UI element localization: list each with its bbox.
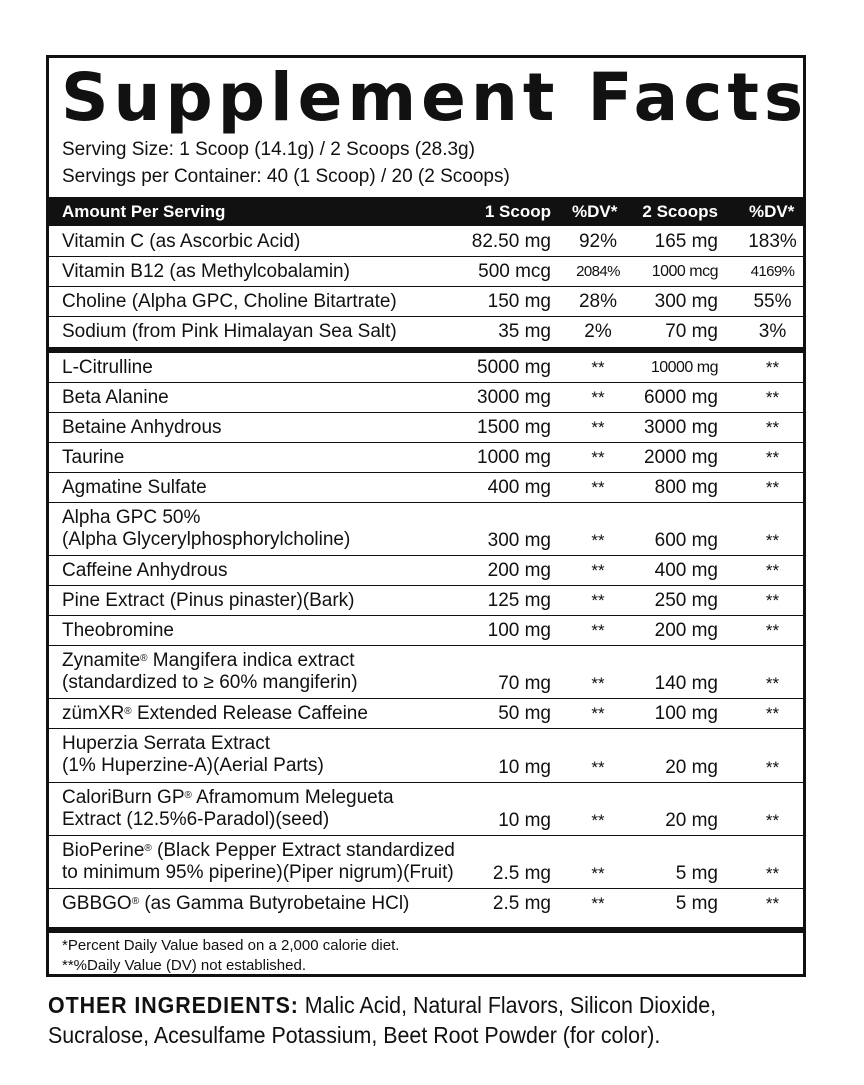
dv-two-scoops: 3% — [758, 321, 787, 342]
table-row — [49, 729, 803, 782]
table-row — [49, 646, 803, 699]
amount-two-scoops: 250 mg — [654, 590, 718, 612]
nutrient-name: Zynamite® Mangifera indica extract (standardized to ≥ 60% mangiferin) — [62, 650, 358, 694]
table-row — [49, 383, 803, 413]
dv-one-scoop: ** — [591, 418, 605, 437]
footer-divider — [49, 927, 803, 933]
nutrient-name: Pine Extract (Pinus pinaster)(Bark) — [62, 590, 355, 612]
dv-two-scoops: ** — [765, 531, 780, 551]
dv-one-scoop: 28% — [578, 291, 618, 312]
dv-one-scoop: ** — [591, 531, 605, 551]
amount-two-scoops: 300 mg — [654, 291, 718, 312]
serving-size: Serving Size: 1 Scoop (14.1g) / 2 Scoops (28.3g) — [62, 139, 475, 160]
dv-two-scoops: ** — [765, 893, 780, 913]
dv-one-scoop: ** — [591, 448, 605, 467]
amount-one-scoop: 5000 mg — [477, 357, 551, 378]
panel-title: Supplement Facts — [61, 59, 809, 136]
dv-one-scoop: ** — [591, 893, 605, 913]
amount-one-scoop: 500 mcg — [478, 261, 551, 282]
amount-one-scoop: 50 mg — [498, 703, 551, 725]
nutrient-name: Agmatine Sulfate — [62, 477, 207, 498]
vitamin-rows — [49, 227, 803, 347]
amount-one-scoop: 100 mg — [487, 620, 551, 642]
amount-one-scoop: 3000 mg — [477, 387, 551, 408]
amount-two-scoops: 10000 mg — [650, 359, 718, 376]
table-row — [49, 783, 803, 836]
dv-two-scoops: 55% — [753, 291, 792, 312]
dv-two-scoops: ** — [765, 810, 780, 830]
header-one-scoop: 1 Scoop — [484, 202, 551, 221]
dv-one-scoop: ** — [591, 863, 605, 883]
amount-one-scoop: 70 mg — [498, 673, 551, 695]
table-row — [49, 503, 803, 556]
supplement-facts-panel — [46, 55, 809, 977]
footnote-daily-value: *Percent Daily Value based on a 2,000 calorie diet. — [62, 937, 400, 954]
dv-one-scoop: ** — [591, 358, 605, 377]
table-row — [49, 616, 803, 646]
dv-two-scoops: ** — [765, 757, 780, 777]
nutrient-name: Sodium (from Pink Himalayan Sea Salt) — [62, 321, 397, 342]
amount-one-scoop: 1000 mg — [477, 447, 551, 468]
dv-one-scoop: ** — [591, 591, 605, 611]
dv-one-scoop: ** — [591, 388, 605, 407]
amount-two-scoops: 20 mg — [665, 756, 718, 778]
dv-two-scoops: ** — [765, 418, 780, 437]
table-row — [49, 556, 803, 586]
table-row — [49, 443, 803, 473]
nutrient-name: Alpha GPC 50% (Alpha Glycerylphosphorylcholine) — [62, 507, 351, 550]
nutrient-name: Caffeine Anhydrous — [62, 560, 228, 582]
amount-two-scoops: 5 mg — [675, 862, 718, 884]
dv-one-scoop: ** — [591, 621, 605, 641]
amount-two-scoops: 600 mg — [654, 530, 718, 552]
dv-one-scoop: 2084% — [576, 263, 620, 280]
dv-one-scoop: ** — [591, 674, 605, 694]
amount-one-scoop: 125 mg — [487, 590, 551, 612]
header-dv-one-scoop: %DV* — [572, 202, 618, 221]
dv-two-scoops: ** — [765, 591, 780, 611]
header-two-scoops: 2 Scoops — [642, 202, 718, 221]
nutrient-name: Taurine — [62, 447, 125, 468]
nutrient-name: Huperzia Serrata Extract (1% Huperzine-A)(Aerial Parts) — [62, 733, 324, 777]
amount-one-scoop: 10 mg — [498, 809, 551, 831]
amount-one-scoop: 200 mg — [487, 560, 551, 582]
table-row — [49, 473, 803, 503]
amount-one-scoop: 150 mg — [487, 291, 551, 312]
table-row — [49, 889, 803, 919]
dv-two-scoops: ** — [765, 561, 780, 581]
table-header — [49, 197, 803, 226]
nutrient-name: Choline (Alpha GPC, Choline Bitartrate) — [62, 291, 397, 312]
ingredient-rows — [49, 353, 803, 919]
amount-two-scoops: 140 mg — [654, 673, 718, 695]
other-ingredients-label: OTHER INGREDIENTS: — [48, 992, 299, 1018]
amount-two-scoops: 3000 mg — [644, 417, 718, 438]
amount-one-scoop: 2.5 mg — [492, 862, 551, 884]
nutrient-name: Vitamin B12 (as Methylcobalamin) — [62, 261, 350, 282]
table-row — [49, 699, 803, 729]
dv-two-scoops: ** — [765, 448, 780, 467]
amount-two-scoops: 6000 mg — [644, 387, 718, 408]
amount-two-scoops: 1000 mcg — [651, 263, 718, 280]
dv-two-scoops: 4169% — [750, 263, 795, 280]
amount-one-scoop: 400 mg — [487, 477, 551, 498]
amount-two-scoops: 100 mg — [654, 703, 718, 725]
table-row — [49, 287, 803, 317]
dv-two-scoops: ** — [765, 674, 780, 694]
header-amount-per-serving: Amount Per Serving — [62, 202, 226, 221]
nutrient-name: GBBGO® (as Gamma Butyrobetaine HCl) — [62, 892, 410, 914]
amount-two-scoops: 200 mg — [654, 620, 718, 642]
dv-two-scoops: ** — [765, 358, 780, 377]
table-row — [49, 586, 803, 616]
table-row — [49, 836, 803, 889]
dv-one-scoop: 2% — [584, 321, 612, 342]
table-row — [49, 257, 803, 287]
dv-one-scoop: ** — [591, 704, 605, 724]
footnote-not-established: **%Daily Value (DV) not established. — [62, 957, 307, 974]
amount-two-scoops: 800 mg — [654, 477, 718, 498]
table-row — [49, 317, 803, 347]
nutrient-name: CaloriBurn GP® Aframomum Melegueta Extract (12.5%6-Paradol)(seed) — [62, 786, 394, 830]
amount-one-scoop: 10 mg — [498, 756, 551, 778]
amount-two-scoops: 165 mg — [654, 231, 718, 252]
dv-two-scoops: ** — [765, 478, 780, 497]
dv-two-scoops: ** — [765, 704, 780, 724]
amount-one-scoop: 82.50 mg — [471, 231, 551, 252]
nutrient-name: zümXR® Extended Release Caffeine — [62, 703, 368, 725]
dv-one-scoop: ** — [591, 810, 605, 830]
nutrient-name: Beta Alanine — [62, 387, 169, 408]
amount-two-scoops: 400 mg — [654, 560, 718, 582]
other-ingredients-text: Malic Acid, Natural Flavors, Silicon Dioxide, Sucralose, Acesulfame Potassium, Beet Root Powder (for color). — [48, 992, 717, 1048]
table-row — [49, 227, 803, 257]
other-ingredients — [48, 990, 792, 1050]
dv-one-scoop: ** — [591, 561, 605, 581]
nutrient-name: BioPerine® (Black Pepper Extract standardized to minimum 95% piperine)(Piper nigrum)(Fruit) — [62, 839, 455, 883]
amount-two-scoops: 20 mg — [665, 809, 718, 831]
amount-two-scoops: 2000 mg — [644, 447, 718, 468]
dv-one-scoop: 92% — [578, 231, 618, 252]
nutrient-name: L-Citrulline — [62, 357, 153, 378]
table-row — [49, 413, 803, 443]
dv-one-scoop: ** — [591, 478, 605, 497]
dv-two-scoops: ** — [765, 388, 780, 407]
dv-two-scoops: 183% — [748, 231, 797, 252]
dv-two-scoops: ** — [765, 621, 780, 641]
amount-one-scoop: 35 mg — [498, 321, 551, 342]
dv-one-scoop: ** — [591, 757, 605, 777]
dv-two-scoops: ** — [765, 863, 780, 883]
amount-one-scoop: 1500 mg — [477, 417, 551, 438]
amount-one-scoop: 300 mg — [487, 530, 551, 552]
amount-one-scoop: 2.5 mg — [492, 892, 551, 914]
amount-two-scoops: 70 mg — [665, 321, 718, 342]
servings-per-container: Servings per Container: 40 (1 Scoop) / 20 (2 Scoops) — [62, 166, 510, 187]
header-dv-two-scoops: %DV* — [749, 202, 795, 221]
nutrient-name: Vitamin C (as Ascorbic Acid) — [62, 231, 301, 252]
table-row — [49, 353, 803, 383]
amount-two-scoops: 5 mg — [675, 892, 718, 914]
nutrient-name: Betaine Anhydrous — [62, 417, 222, 438]
nutrient-name: Theobromine — [62, 620, 174, 642]
